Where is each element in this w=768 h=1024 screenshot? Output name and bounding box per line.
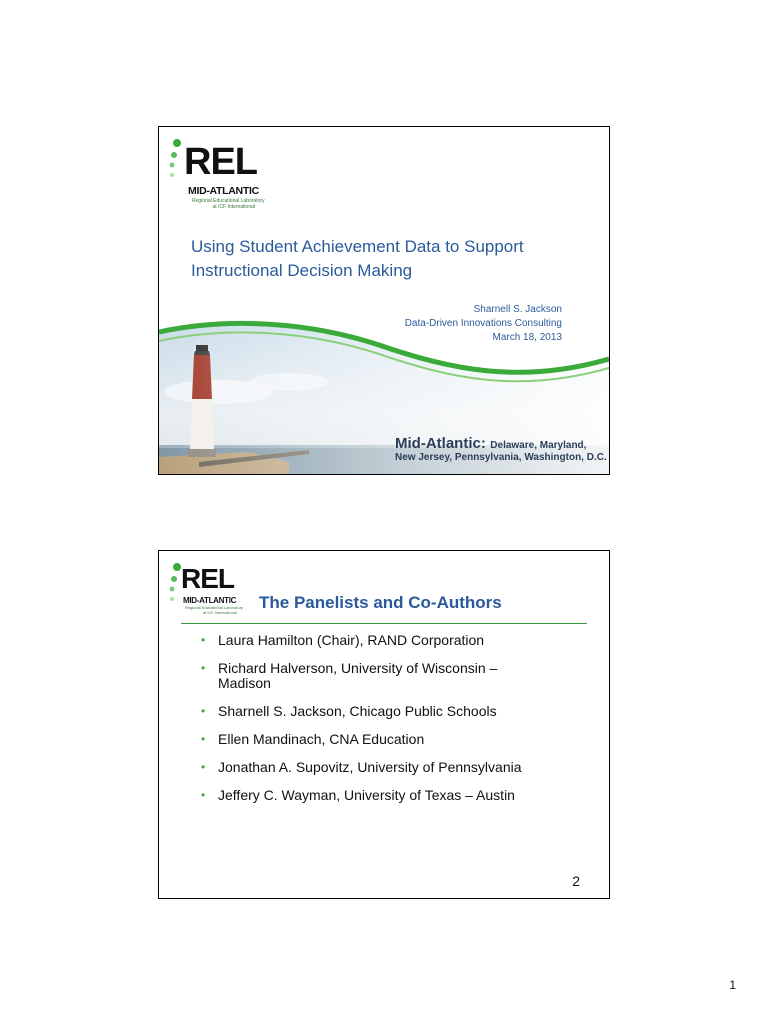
region-states-line1: Delaware, Maryland, bbox=[490, 440, 587, 451]
bullet-icon: • bbox=[201, 633, 206, 647]
rel-logo bbox=[167, 559, 247, 621]
logo-dots-icon bbox=[167, 559, 181, 609]
list-item: • Laura Hamilton (Chair), RAND Corporation bbox=[201, 632, 485, 648]
list-item: • Ellen Mandinach, CNA Education bbox=[201, 731, 425, 747]
presentation-date: March 18, 2013 bbox=[492, 332, 562, 343]
region-label: Mid-Atlantic: bbox=[395, 435, 486, 452]
slide-2 bbox=[158, 550, 610, 899]
presenter-info bbox=[302, 303, 562, 345]
region-states-line2: New Jersey, Pennsylvania, Washington, D.C. bbox=[395, 452, 607, 463]
presenter-name: Sharnell S. Jackson bbox=[473, 304, 562, 315]
bullet-icon: • bbox=[201, 661, 206, 675]
logo-rel-text: REL bbox=[181, 563, 234, 594]
bullet-icon: • bbox=[201, 704, 206, 718]
title-divider bbox=[181, 623, 587, 624]
region-footer bbox=[395, 435, 607, 463]
logo-subtitle-line1: Regional Educational Laboratory bbox=[192, 198, 265, 204]
logo-rel-text: REL bbox=[184, 141, 257, 183]
panelist-list bbox=[201, 633, 561, 816]
logo-dots-icon bbox=[167, 135, 181, 185]
rel-logo bbox=[167, 135, 263, 221]
slide-1 bbox=[158, 126, 610, 475]
bullet-icon: • bbox=[201, 732, 206, 746]
list-item: • Richard Halverson, University of Wisconsin – Madison bbox=[201, 660, 498, 691]
logo-name: MID-ATLANTIC bbox=[183, 596, 237, 605]
logo-subtitle bbox=[185, 605, 244, 615]
slide-1-title-line1: Using Student Achievement Data to Support bbox=[191, 237, 524, 256]
logo-subtitle-line2: at ICF International bbox=[212, 203, 255, 210]
list-item: • Sharnell S. Jackson, Chicago Public Schools bbox=[201, 703, 497, 719]
page-number: 1 bbox=[729, 978, 736, 992]
bullet-icon: • bbox=[201, 788, 206, 802]
slide-2-title: The Panelists and Co-Authors bbox=[259, 593, 502, 612]
slide-number: 2 bbox=[572, 873, 580, 889]
slide-1-title-line2: Instructional Decision Making bbox=[191, 261, 413, 280]
presenter-organization: Data-Driven Innovations Consulting bbox=[404, 318, 562, 329]
logo-subtitle-line2: at ICF International bbox=[202, 609, 237, 615]
logo-name: MID-ATLANTIC bbox=[188, 185, 259, 197]
list-item: • Jonathan A. Supovitz, University of Pennsylvania bbox=[201, 759, 522, 775]
logo-subtitle-line1: Regional Educational Laboratory bbox=[185, 605, 244, 610]
logo-subtitle bbox=[192, 198, 265, 211]
bullet-icon: • bbox=[201, 760, 206, 774]
list-item: • Jeffery C. Wayman, University of Texas – Austin bbox=[201, 787, 515, 803]
slide-1-title bbox=[191, 235, 591, 283]
